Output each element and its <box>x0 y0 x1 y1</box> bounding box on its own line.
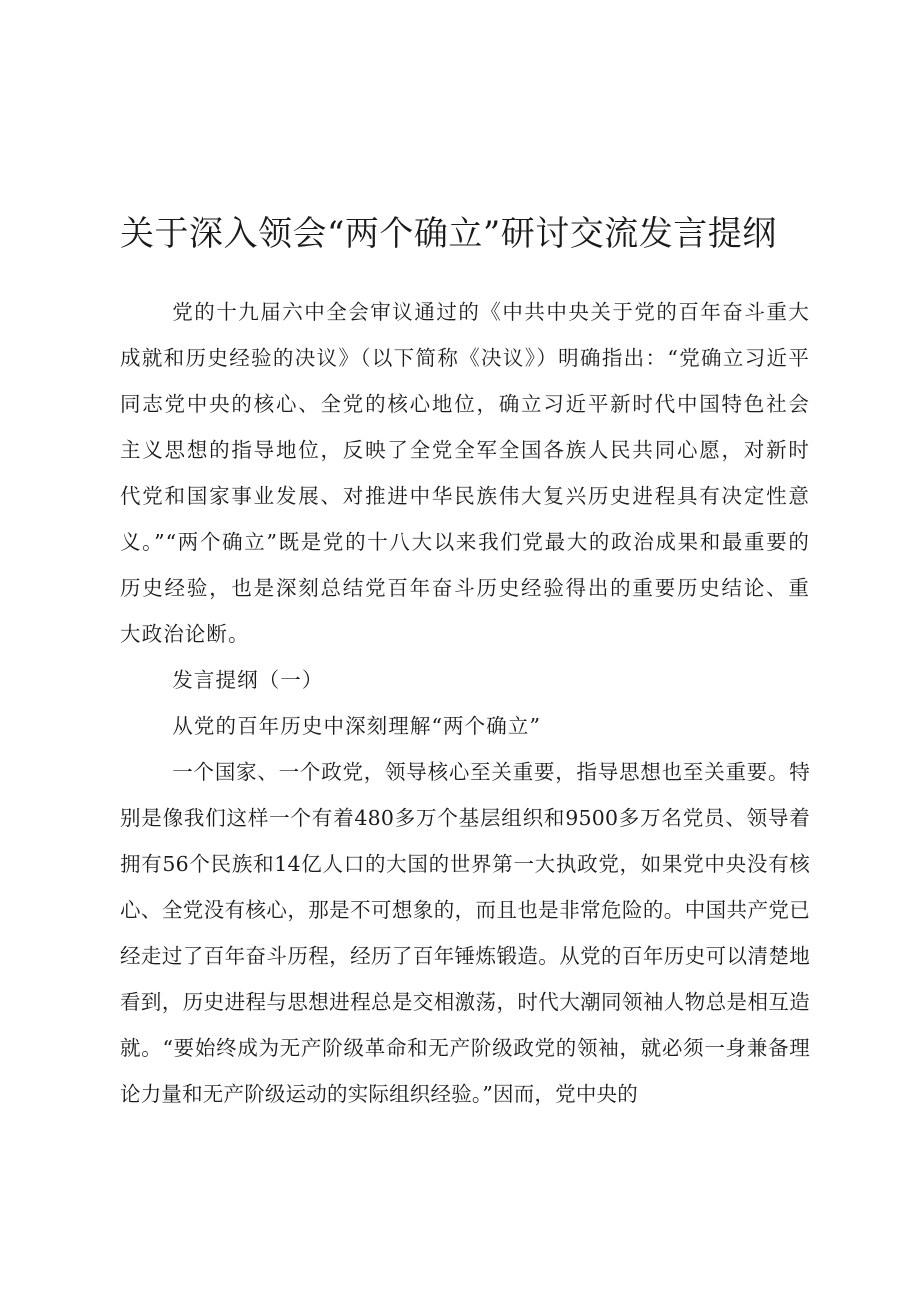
paragraph-intro: 党的十九届六中全会审议通过的《中共中央关于党的百年奋斗重大成就和历史经验的决议》（以下简称《决议》）明确指出：“党确立习近平同志党中央的核心、全党的核心地位，确立习近平新时代中国特色社会主义思想的指导地位，反映了全党全军全国各族人民共同心愿，对新时代党和国家事业发展、对推进中华民族伟大复兴历史进程具有决定性意义。”“两个确立”既是党的十八大以来我们党最大的政治成果和最重要的历史经验，也是深刻总结党百年奋斗历史经验得出的重要历史结论、重大政治论断。 <box>120 300 810 646</box>
section-subheading: 从党的百年历史中深刻理解“两个确立” <box>172 714 542 738</box>
document-body <box>120 289 810 1117</box>
document-title: 关于深入领会“两个确立”研讨交流发言提纲 <box>120 213 777 254</box>
section-heading: 发言提纲（一） <box>172 668 324 692</box>
paragraph-body: 一个国家、一个政党，领导核心至关重要，指导思想也至关重要。特别是像我们这样一个有着480多万个基层组织和9500多万名党员、领导着拥有56个民族和14亿人口的大国的世界第一大执政党，如果党中央没有核心、全党没有核心，那是不可想象的，而且也是非常危险的。中国共产党已经走过了百年奋斗历程，经历了百年锤炼锻造。从党的百年历史可以清楚地看到，历史进程与思想进程总是交相激荡，时代大潮同领袖人物总是相互造就。“要始终成为无产阶级革命和无产阶级政党的领袖，就必须一身兼备理论力量和无产阶级运动的实际组织经验。”因而，党中央的 <box>120 760 810 1106</box>
